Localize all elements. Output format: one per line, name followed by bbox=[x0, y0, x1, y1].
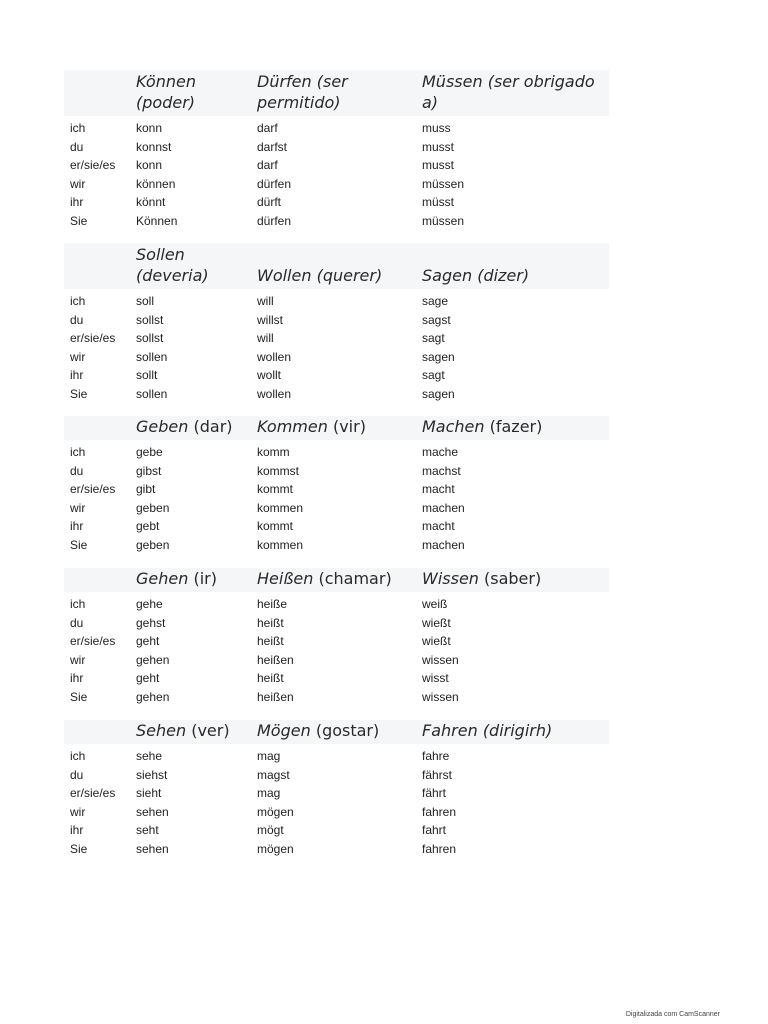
verb-form: wissen bbox=[422, 652, 459, 667]
conjugation-row bbox=[64, 499, 609, 518]
scanner-watermark: Digitalizada com CamScanner bbox=[625, 1011, 720, 1018]
pronoun: er/sie/es bbox=[70, 158, 116, 173]
conjugation-rows bbox=[64, 595, 609, 707]
pronoun: Sie bbox=[70, 841, 88, 856]
verb-form: wießt bbox=[422, 634, 451, 649]
conjugation-row bbox=[64, 443, 609, 462]
verb-gloss: (ser obrigado a) bbox=[422, 72, 595, 112]
verb-name: Dürfen bbox=[257, 72, 312, 91]
verb-header-row bbox=[64, 416, 609, 440]
verb-gloss: (vir) bbox=[332, 417, 366, 436]
conjugation-row bbox=[64, 517, 609, 536]
pronoun: wir bbox=[70, 176, 86, 191]
pronoun: du bbox=[70, 615, 84, 630]
pronoun: du bbox=[70, 139, 84, 154]
verb-form: sehen bbox=[136, 804, 169, 819]
conjugation-row bbox=[64, 766, 609, 785]
verb-gloss: (querer) bbox=[316, 266, 383, 285]
conjugation-row bbox=[64, 119, 609, 138]
verb-header bbox=[136, 720, 251, 741]
conjugation-row bbox=[64, 747, 609, 766]
verb-name: Geben bbox=[136, 417, 189, 436]
pronoun: er/sie/es bbox=[70, 634, 116, 649]
verb-block-1 bbox=[64, 70, 609, 231]
verb-form: will bbox=[257, 294, 274, 308]
verb-form: konnst bbox=[136, 139, 172, 154]
verb-form: sagst bbox=[422, 312, 451, 327]
verb-form: sollst bbox=[136, 331, 164, 346]
verb-form: gibt bbox=[136, 482, 156, 497]
verb-form: dürfen bbox=[257, 176, 292, 191]
verb-form: wollen bbox=[257, 349, 292, 364]
conjugation-row bbox=[64, 311, 609, 330]
verb-form: dürft bbox=[257, 195, 282, 210]
verb-form: müssen bbox=[422, 213, 465, 228]
verb-form: müsst bbox=[422, 195, 455, 210]
verb-name: Sagen bbox=[422, 266, 473, 285]
verb-form: heiße bbox=[257, 597, 288, 611]
conjugation-row bbox=[64, 803, 609, 822]
verb-form: fährst bbox=[422, 767, 453, 782]
verb-form: gehst bbox=[136, 615, 166, 630]
pronoun: ihr bbox=[70, 368, 84, 383]
verb-form: heißt bbox=[257, 671, 284, 686]
verb-header bbox=[257, 720, 417, 741]
verb-form: muss bbox=[422, 121, 451, 135]
verb-gloss: (saber) bbox=[484, 569, 542, 588]
verb-form: macht bbox=[422, 482, 455, 497]
verb-gloss: (gostar) bbox=[315, 721, 380, 740]
verb-form: darf bbox=[257, 158, 278, 173]
verb-name: Müssen bbox=[422, 72, 483, 91]
verb-form: mögen bbox=[257, 804, 294, 819]
verb-form: komm bbox=[257, 445, 290, 459]
verb-form: heißt bbox=[257, 634, 284, 649]
verb-form: fahrt bbox=[422, 823, 447, 838]
verb-form: sagen bbox=[422, 349, 455, 364]
verb-header bbox=[422, 720, 607, 741]
pronoun: ich bbox=[70, 749, 86, 763]
verb-form: heißen bbox=[257, 689, 294, 704]
verb-form: fahren bbox=[422, 841, 457, 856]
verb-form: heißt bbox=[257, 615, 284, 630]
verb-name: Mögen bbox=[257, 721, 311, 740]
conjugation-row bbox=[64, 385, 609, 404]
verb-form: kommt bbox=[257, 519, 293, 534]
conjugation-row bbox=[64, 614, 609, 633]
verb-name: Kommen bbox=[257, 417, 328, 436]
verb-form: will bbox=[257, 331, 274, 346]
verb-form: mag bbox=[257, 786, 281, 801]
verb-form: müssen bbox=[422, 176, 465, 191]
verb-form: machen bbox=[422, 537, 465, 552]
verb-form: sagen bbox=[422, 386, 455, 401]
conjugation-row bbox=[64, 212, 609, 231]
pronoun: Sie bbox=[70, 537, 88, 552]
verb-form: mögen bbox=[257, 841, 294, 856]
verb-form: soll bbox=[136, 294, 155, 308]
verb-form: kommen bbox=[257, 537, 304, 552]
verb-form: sollen bbox=[136, 349, 168, 364]
verb-form: kommst bbox=[257, 463, 299, 478]
verb-form: sollen bbox=[136, 386, 168, 401]
verb-header-row bbox=[64, 720, 609, 744]
verb-gloss: (dar) bbox=[193, 417, 233, 436]
verb-gloss: (poder) bbox=[136, 93, 196, 112]
verb-form: machen bbox=[422, 500, 465, 515]
verb-form: wissen bbox=[422, 689, 459, 704]
pronoun: ihr bbox=[70, 823, 84, 838]
verb-header bbox=[422, 71, 607, 113]
conjugation-row bbox=[64, 632, 609, 651]
verb-header bbox=[136, 568, 251, 589]
verb-form: mag bbox=[257, 749, 281, 763]
verb-form: willst bbox=[257, 312, 283, 327]
verb-form: kommen bbox=[257, 500, 304, 515]
verb-form: magst bbox=[257, 767, 290, 782]
verb-gloss: (chamar) bbox=[318, 569, 392, 588]
verb-block-3 bbox=[64, 416, 609, 555]
conjugation-row bbox=[64, 536, 609, 555]
verb-header bbox=[422, 416, 607, 437]
verb-gloss: (dizer) bbox=[477, 266, 530, 285]
verb-form: gibst bbox=[136, 463, 162, 478]
verb-form: geben bbox=[136, 537, 170, 552]
verb-form: darf bbox=[257, 121, 278, 135]
verb-block-5 bbox=[64, 720, 609, 859]
conjugation-row bbox=[64, 138, 609, 157]
verb-block-4 bbox=[64, 568, 609, 707]
verb-form: geht bbox=[136, 671, 160, 686]
verb-form: sehen bbox=[136, 841, 169, 856]
verb-form: fährt bbox=[422, 786, 447, 801]
pronoun: ich bbox=[70, 121, 86, 135]
pronoun: er/sie/es bbox=[70, 331, 116, 346]
conjugation-rows bbox=[64, 292, 609, 404]
verb-form: siehst bbox=[136, 767, 168, 782]
pronoun: du bbox=[70, 463, 84, 478]
verb-form: dürfen bbox=[257, 213, 292, 228]
verb-name: Können bbox=[136, 72, 196, 91]
pronoun: ihr bbox=[70, 195, 84, 210]
verb-form: wollt bbox=[257, 368, 282, 383]
pronoun: wir bbox=[70, 804, 86, 819]
verb-form: sieht bbox=[136, 786, 162, 801]
conjugation-row bbox=[64, 156, 609, 175]
conjugation-rows bbox=[64, 747, 609, 859]
pronoun: ihr bbox=[70, 671, 84, 686]
verb-header bbox=[422, 568, 607, 589]
verb-form: musst bbox=[422, 139, 455, 154]
verb-name: Gehen bbox=[136, 569, 189, 588]
verb-form: fahre bbox=[422, 749, 450, 763]
verb-gloss: (ir) bbox=[193, 569, 217, 588]
verb-name: Wollen bbox=[257, 266, 312, 285]
verb-form: wollen bbox=[257, 386, 292, 401]
verb-header bbox=[136, 416, 251, 437]
pronoun: du bbox=[70, 312, 84, 327]
conjugation-rows bbox=[64, 443, 609, 555]
verb-name: Sollen bbox=[136, 245, 185, 264]
verb-gloss: (ver) bbox=[191, 721, 230, 740]
verb-form: machst bbox=[422, 463, 461, 478]
verb-form: könnt bbox=[136, 195, 166, 210]
pronoun: wir bbox=[70, 500, 86, 515]
verb-name: Wissen bbox=[422, 569, 479, 588]
verb-form: können bbox=[136, 176, 176, 191]
verb-form: gehen bbox=[136, 652, 170, 667]
conjugation-row bbox=[64, 669, 609, 688]
verb-name: Sehen bbox=[136, 721, 187, 740]
verb-header bbox=[257, 71, 417, 113]
verb-form: mögt bbox=[257, 823, 284, 838]
verb-form: wießt bbox=[422, 615, 451, 630]
verb-header bbox=[136, 71, 251, 113]
verb-name: Fahren bbox=[422, 721, 478, 740]
verb-form: gebt bbox=[136, 519, 160, 534]
pronoun: er/sie/es bbox=[70, 482, 116, 497]
conjugation-row bbox=[64, 462, 609, 481]
pronoun: wir bbox=[70, 349, 86, 364]
conjugation-row bbox=[64, 329, 609, 348]
verb-header bbox=[422, 265, 607, 286]
conjugation-row bbox=[64, 480, 609, 499]
verb-form: heißen bbox=[257, 652, 294, 667]
pronoun: ich bbox=[70, 597, 86, 611]
verb-header bbox=[257, 265, 417, 286]
conjugation-row bbox=[64, 651, 609, 670]
verb-form: darfst bbox=[257, 139, 288, 154]
verb-gloss: (ser permitido) bbox=[257, 72, 348, 112]
conjugation-row bbox=[64, 348, 609, 367]
conjugation-row bbox=[64, 688, 609, 707]
conjugation-row bbox=[64, 175, 609, 194]
verb-form: konn bbox=[136, 121, 163, 135]
verb-form: kommt bbox=[257, 482, 293, 497]
verb-form: sagt bbox=[422, 368, 445, 383]
conjugation-row bbox=[64, 840, 609, 859]
verb-form: gehe bbox=[136, 597, 163, 611]
verb-form: wisst bbox=[422, 671, 449, 686]
verb-form: fahren bbox=[422, 804, 457, 819]
pronoun: ich bbox=[70, 445, 86, 459]
pronoun: Sie bbox=[70, 213, 88, 228]
verb-form: musst bbox=[422, 158, 455, 173]
verb-form: weiß bbox=[422, 597, 448, 611]
verb-gloss: (dirigirh) bbox=[482, 721, 553, 740]
pronoun: ich bbox=[70, 294, 86, 308]
conjugation-row bbox=[64, 595, 609, 614]
pronoun: er/sie/es bbox=[70, 786, 116, 801]
verb-form: gebe bbox=[136, 445, 163, 459]
verb-form: geben bbox=[136, 500, 170, 515]
pronoun: du bbox=[70, 767, 84, 782]
verb-header bbox=[136, 244, 251, 286]
verb-name: Machen bbox=[422, 417, 485, 436]
verb-name: Heißen bbox=[257, 569, 314, 588]
pronoun: wir bbox=[70, 652, 86, 667]
verb-form: sage bbox=[422, 294, 449, 308]
verb-form: sehe bbox=[136, 749, 163, 763]
verb-header bbox=[257, 568, 417, 589]
conjugation-row bbox=[64, 784, 609, 803]
verb-form: geht bbox=[136, 634, 160, 649]
verb-header-row bbox=[64, 243, 609, 289]
verb-form: sagt bbox=[422, 331, 445, 346]
verb-form: konn bbox=[136, 158, 163, 173]
verb-gloss: (fazer) bbox=[489, 417, 543, 436]
verb-form: sollt bbox=[136, 368, 158, 383]
conjugation-row bbox=[64, 193, 609, 212]
pronoun: Sie bbox=[70, 689, 88, 704]
verb-header bbox=[257, 416, 417, 437]
verb-form: seht bbox=[136, 823, 159, 838]
verb-header-row bbox=[64, 70, 609, 116]
verb-form: gehen bbox=[136, 689, 170, 704]
verb-form: macht bbox=[422, 519, 455, 534]
conjugation-row bbox=[64, 821, 609, 840]
verb-gloss: (deveria) bbox=[136, 266, 209, 285]
conjugation-row bbox=[64, 366, 609, 385]
pronoun: Sie bbox=[70, 386, 88, 401]
verb-header-row bbox=[64, 568, 609, 592]
verb-form: Können bbox=[136, 213, 178, 228]
verb-block-2 bbox=[64, 243, 609, 404]
conjugation-rows bbox=[64, 119, 609, 231]
verb-form: sollst bbox=[136, 312, 164, 327]
conjugation-row bbox=[64, 292, 609, 311]
verb-form: mache bbox=[422, 445, 459, 459]
pronoun: ihr bbox=[70, 519, 84, 534]
